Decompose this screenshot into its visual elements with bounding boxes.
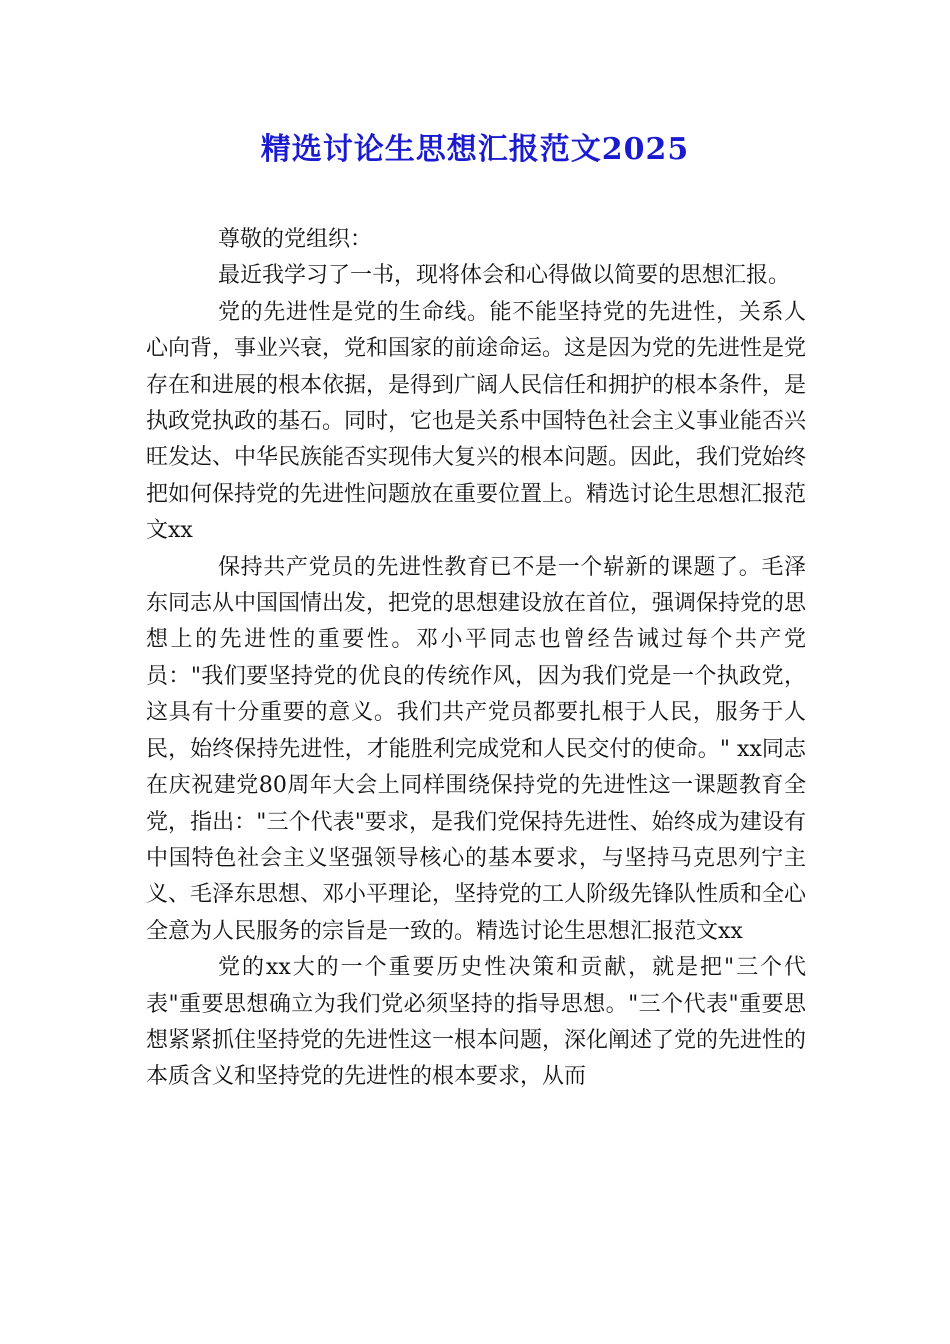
document-title: 精选讨论生思想汇报范文2025	[260, 132, 690, 167]
salutation: 尊敬的党组织：	[218, 227, 373, 252]
paragraph-3: 保持共产党员的先进性教育已不是一个崭新的课题了。毛泽东同志从中国国情出发，把党的思想建设放在首位，强调保持党的思想上的先进性的重要性。邓小平同志也曾经告诫过每个共产党员："我们要坚持党的优良的传统作风，因为我们党是一个执政党，这具有十分重要的意义。我们共产党员都要扎根于人民，服务于人民，始终保持先进性，才能胜利完成党和人民交付的使命。" xx同志在庆祝建党80周年大会上同样围绕保持党的先进性这一课题教育全党，指出："三个代表"要求，是我们党保持先进性、始终成为建设有中国特色社会主义坚强领导核心的基本要求，与坚持马克思列宁主义、毛泽东思想、邓小平理论，坚持党的工人阶级先锋队性质和全心全意为人民服务的宗旨是一致的。精选讨论生思想汇报范文xx	[146, 554, 807, 944]
document-body	[146, 222, 806, 1096]
paragraph-4: 党的xx大的一个重要历史性决策和贡献，就是把"三个代表"重要思想确立为我们党必须坚持的指导思想。"三个代表"重要思想紧紧抓住坚持党的先进性这一根本问题，深化阐述了党的先进性的本质含义和坚持党的先进性的根本要求，从而	[146, 955, 807, 1090]
paragraph-2: 党的先进性是党的生命线。能不能坚持党的先进性，关系人心向背，事业兴衰，党和国家的前途命运。这是因为党的先进性是党存在和进展的根本依据，是得到广阔人民信任和拥护的根本条件，是执政党执政的基石。同时，它也是关系中国特色社会主义事业能否兴旺发达、中华民族能否实现伟大复兴的根本问题。因此，我们党始终把如何保持党的先进性问题放在重要位置上。精选讨论生思想汇报范文xx	[146, 299, 807, 544]
paragraph-1: 最近我学习了一书，现将体会和心得做以简要的思想汇报。	[218, 263, 791, 289]
